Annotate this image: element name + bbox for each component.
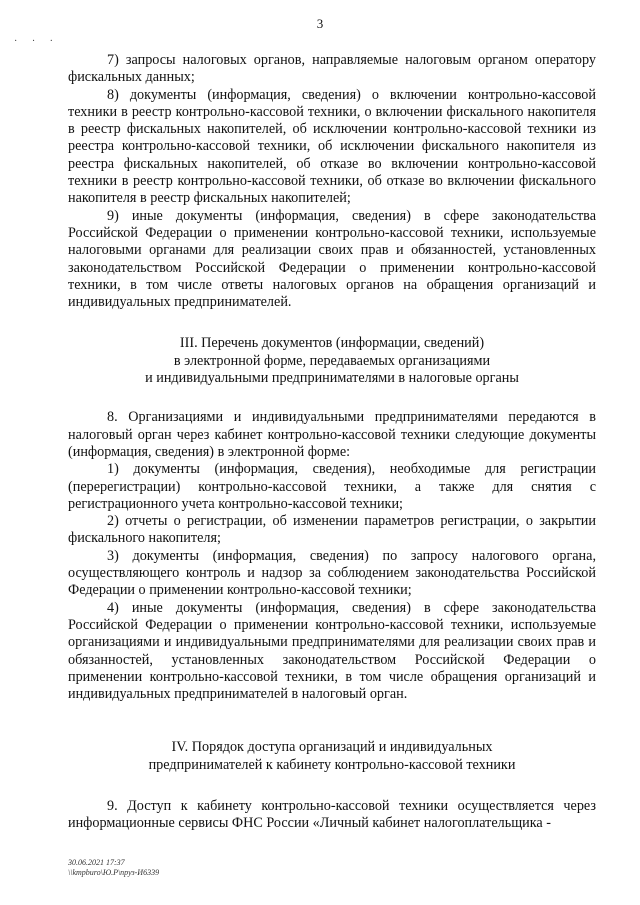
list-item: 2) отчеты о регистрации, об изменении параметров регистрации, о закрытии фискального накопителя;	[68, 513, 596, 547]
list-item: 1) документы (информация, сведения), необходимые для регистрации (перерегистрации) контрольно-кассовой техники, а также для снятия с регистрационного учета контрольно-кассовой техники;	[68, 461, 596, 512]
document-footer	[68, 858, 159, 878]
list-item: 7) запросы налоговых органов, направляемые налоговым органом оператору фискальных данных;	[68, 52, 596, 86]
list-item: 3) документы (информация, сведения) по запросу налогового органа, осуществляющего контроль и надзор за соблюдением законодательства Российской Федерации о применении контрольно-кассовой техники;	[68, 547, 596, 599]
footer-timestamp: 30.06.2021 17:37	[68, 858, 125, 867]
page-number: 3	[316, 16, 324, 31]
scan-marks: · · ·	[14, 36, 59, 47]
section-title-line: в электронной форме, передаваемых организациями	[173, 352, 491, 369]
footer-file-path: \\kmpburo\Ю.Р\пруз-И6339	[68, 868, 160, 877]
section-title-line: и индивидуальными предпринимателями в налоговые органы	[145, 370, 519, 387]
section-title-line: предпринимателей к кабинету контрольно-кассовой техники	[148, 756, 516, 773]
document-body	[68, 52, 596, 833]
section-title-line: III. Перечень документов (информации, сведений)	[179, 335, 485, 352]
list-item: 9) иные документы (информация, сведения) в сфере законодательства Российской Федерации о применении контрольно-кассовой техники, используемые налоговыми органами для реализации своих прав и обязанностей, установленных законодательством Российской Федерации о применении контрольно-кассовой техники, в том числе ответы налоговых органов на обращения организаций и индивидуальных предпринимателей.	[68, 207, 596, 311]
list-item: 8) документы (информация, сведения) о включении контрольно-кассовой техники в реестр контрольно-кассовой техники, о включении фискального накопителя в реестр фискальных накопителей, об исключении контрольно-кассовой техники из реестра контрольно-кассовой техники, об исключении фискального накопителя из реестра фискальных накопителей, об отказе во включении контрольно-кассовой техники в реестр контрольно-кассовой техники, об отказе во включении фискального накопителя в реестр фискальных накопителей;	[68, 86, 596, 207]
paragraph: 9. Доступ к кабинету контрольно-кассовой техники осуществляется через информационные сервисы ФНС России «Личный кабинет налогоплательщика -	[68, 797, 596, 832]
paragraph: 8. Организациями и индивидуальными предпринимателями передаются в налоговый орган через кабинет контрольно-кассовой техники следующие документы (информация, сведения) в электронной форме:	[68, 409, 596, 460]
list-item: 4) иные документы (информация, сведения) в сфере законодательства Российской Федерации о применении контрольно-кассовой техники, используемые организациями и индивидуальными предпринимателями для реализации своих прав и обязанностей, установленных законодательством Российской Федерации о применении контрольно-кассовой техники, в том числе обращения организаций и индивидуальных предпринимателей в налоговый орган.	[68, 599, 596, 703]
section-title-line: IV. Порядок доступа организаций и индивидуальных	[171, 739, 493, 756]
